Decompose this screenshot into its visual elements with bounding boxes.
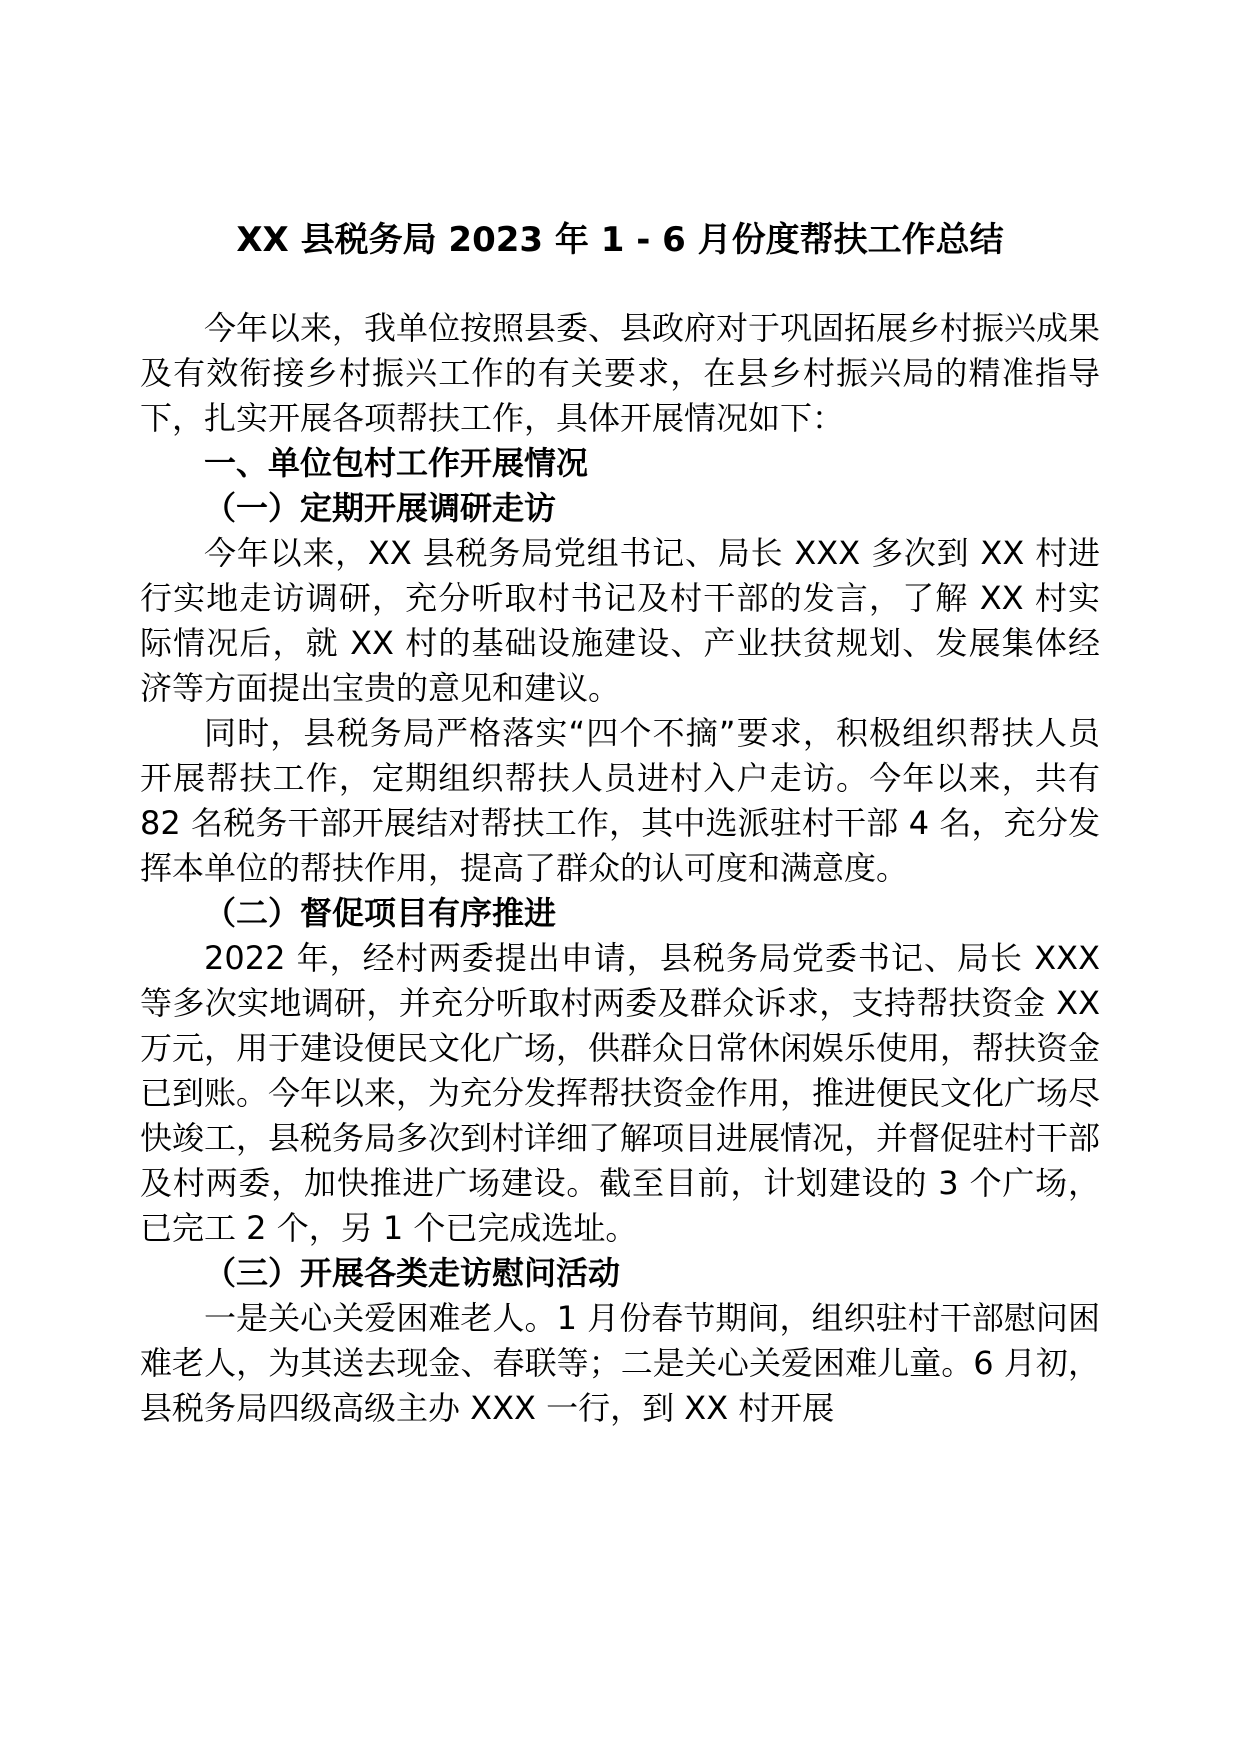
paragraph-project-progress: 2022 年，经村两委提出申请，县税务局党委书记、局长 XXX 等多次实地调研，并充分听取村两委及群众诉求，支持帮扶资金 XX 万元，用于建设便民文化广场，供群众日常休闲娱乐使用，帮扶资金已到账。今年以来，为充分发挥帮扶资金作用，推进便民文化广场尽快竣工，县税务局多次到村详细了解项目进展情况，并督促驻村干部及村两委，加快推进广场建设。截至目前，计划建设的 3 个广场，已完工 2 个，另 1 个已完成选址。: [140, 938, 1101, 1247]
paragraph-condolence-activities: 一是关心关爱困难老人。1 月份春节期间，组织驻村干部慰问困难老人，为其送去现金、春联等；二是关心关爱困难儿童。6 月初，县税务局四级高级主办 XXX 一行，到 XX 村开展: [140, 1298, 1100, 1427]
section-heading-1: 一、单位包村工作开展情况: [204, 443, 589, 482]
subsection-heading-1-1: （一）定期开展调研走访: [204, 488, 557, 527]
subsection-heading-1-3: （三）开展各类走访慰问活动: [204, 1253, 621, 1292]
paragraph-research-visits: 今年以来，XX 县税务局党组书记、局长 XXX 多次到 XX 村进行实地走访调研，充分听取村书记及村干部的发言，了解 XX 村实际情况后，就 XX 村的基础设施建设、产业扶贫规划、发展集体经济等方面提出宝贵的意见和建议。: [140, 533, 1100, 707]
paragraph-intro: 今年以来，我单位按照县委、县政府对于巩固拓展乡村振兴成果及有效衔接乡村振兴工作的有关要求，在县乡村振兴局的精准指导下，扎实开展各项帮扶工作，具体开展情况如下：: [140, 308, 1101, 437]
subsection-heading-1-2: （二）督促项目有序推进: [204, 893, 557, 932]
document-title: XX 县税务局 2023 年 1 - 6 月份度帮扶工作总结: [236, 220, 1004, 260]
paragraph-pairing-assistance: 同时，县税务局严格落实“四个不摘”要求，积极组织帮扶人员开展帮扶工作，定期组织帮扶人员进村入户走访。今年以来，共有 82 名税务干部开展结对帮扶工作，其中选派驻村干部 4 名，充分发挥本单位的帮扶作用，提高了群众的认可度和满意度。: [140, 713, 1100, 887]
